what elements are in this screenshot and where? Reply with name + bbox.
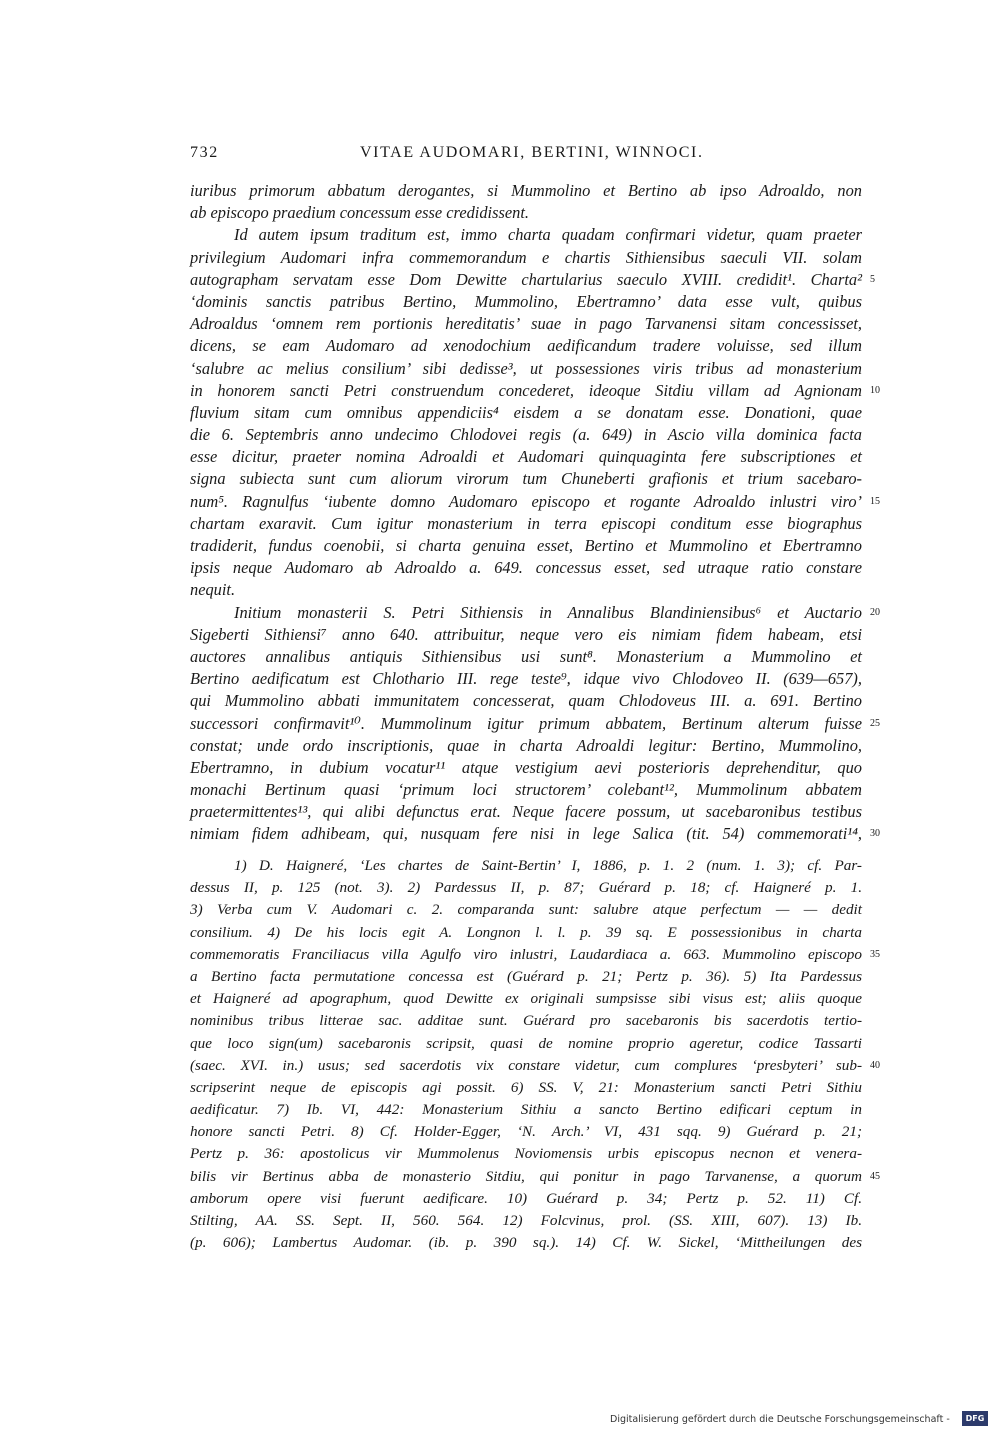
- line-text: chartam exaravit. Cum igitur monasterium in terra episcopi conditum esse biographus: [190, 513, 862, 533]
- text-line: [190, 402, 862, 424]
- text-line: [190, 180, 862, 202]
- line-text: 1) D. Haigneré, ‘Les chartes de Saint-Bertin’ I, 1886, p. 1. 2 (num. 1. 3); cf. Par-: [234, 857, 862, 874]
- footnote-line: [190, 1033, 862, 1055]
- line-text: signa subiecta sunt cum aliorum virorum tum Chuneberti grafionis et trium sacebaro-: [190, 469, 862, 489]
- line-text: ab episcopo praedium concessum esse credidissent.: [190, 203, 529, 223]
- text-line: [190, 801, 862, 823]
- text-line: [190, 823, 880, 845]
- line-text: praetermittentes¹³, qui alibi defunctus erat. Neque facere possum, ut sacebaronibus testibus: [190, 802, 862, 822]
- running-title: VITAE AUDOMARI, BERTINI, WINNOCI.: [360, 144, 704, 161]
- line-text: Id autem ipsum traditum est, immo charta quadam confirmari videtur, quam praeter: [234, 225, 862, 245]
- footnote-line: [190, 855, 862, 877]
- text-line: [190, 513, 862, 535]
- line-text: Adroaldus ‘omnem rem portionis hereditatis’ suae in pago Tarvanensi sitam concessisset,: [190, 314, 862, 334]
- line-number: 25: [870, 717, 880, 729]
- line-text: et Haigneré ad apographum, quod Dewitte ex originali sumpsisse sibi visus est; aliis quoque: [190, 990, 862, 1008]
- footnote-line: [190, 1143, 862, 1165]
- text-line: [190, 224, 862, 246]
- line-text: a Bertino facta permutatione concessa est (Guérard p. 21; Pertz p. 36). 5) Ita Pardessus: [190, 967, 862, 985]
- line-text: Pertz p. 36: apostolicus vir Mummolenus Noviomensis urbis episcopus necnon et venera-: [190, 1145, 862, 1163]
- footnotes: [190, 855, 880, 1254]
- footnote-line: [190, 922, 862, 944]
- text-line: [190, 624, 862, 646]
- text-line: [190, 535, 862, 557]
- line-text: esse dicitur, praeter nomina Adroaldi et Audomari quinquaginta fere subscriptiones et: [190, 447, 862, 467]
- text-line: [190, 468, 862, 490]
- line-text: nominibus tribus litterae sac. additae sunt. Guérard pro sacebaronis bis sacerdotis tertio-: [190, 1012, 862, 1030]
- footnote-line: [190, 988, 862, 1010]
- line-text: constat; unde ordo inscriptionis, quae in charta Adroaldi legitur: Bertino, Mummolino,: [190, 735, 862, 755]
- text-line: [190, 602, 880, 624]
- line-text: Ebertramno, in dubium vocatur¹¹ atque vestigium aevi posterioris deprehenditur, quo: [190, 757, 862, 777]
- main-text: [190, 180, 880, 846]
- text-line: [190, 735, 862, 757]
- footnote-line: [190, 1099, 862, 1121]
- line-text: dicens, se eam Audomaro ad xenodochium aedificandum tradere voluisse, sed illum: [190, 336, 862, 356]
- text-line: [190, 557, 862, 579]
- line-text: ipsis neque Audomaro ab Adroaldo a. 649. concessus esset, sed utraque ratio constare: [190, 558, 862, 578]
- text-line: [190, 646, 862, 668]
- text-line: [190, 247, 862, 269]
- line-number: 20: [870, 606, 880, 618]
- line-text: Initium monasterii S. Petri Sithiensis in Annalibus Blandiniensibus⁶ et Auctario: [234, 602, 862, 622]
- text-line: [190, 757, 862, 779]
- line-text: nimiam fidem adhibeam, qui, nusquam fere nisi in lege Salica (tit. 54) commemorati¹⁴,: [190, 824, 862, 844]
- text-line: [190, 358, 862, 380]
- text-line: [190, 291, 862, 313]
- line-text: amborum opere visi fuerunt aedificare. 10) Guérard p. 34; Pertz p. 52. 11) Cf.: [190, 1189, 862, 1207]
- footnote-line: [190, 1188, 862, 1210]
- footnote-line: [190, 899, 862, 921]
- text-line: [190, 690, 862, 712]
- line-text: Bertino aedificatum est Chlothario III. rege teste⁹, idque vivo Chlodoveo II. (639—657),: [190, 669, 862, 689]
- line-text: die 6. Septembris anno undecimo Chlodovei regis (a. 649) in Ascio villa dominica facta: [190, 425, 862, 445]
- text-line: [190, 424, 862, 446]
- line-text: 3) Verba cum V. Audomari c. 2. comparanda sunt: salubre atque perfectum — — dedit: [190, 901, 862, 919]
- text-line: [190, 446, 862, 468]
- line-text: dessus II, p. 125 (not. 3). 2) Pardessus II, p. 87; Guérard p. 18; cf. Haigneré p. 1.: [190, 879, 862, 897]
- line-text: tradiderit, fundus coenobii, si charta genuina esset, Bertino et Mummolino et Ebertramno: [190, 536, 862, 555]
- funding-footer: Digitalisierung gefördert durch die Deutsche Forschungsgemeinschaft -: [610, 1414, 950, 1425]
- line-text: honore sancti Petri. 8) Cf. Holder-Egger, ‘N. Arch.’ VI, 431 sqq. 9) Guérard p. 21;: [190, 1123, 862, 1141]
- line-number: 10: [870, 384, 880, 396]
- text-line: [190, 779, 862, 801]
- text-line: [190, 202, 862, 224]
- line-number: 30: [870, 828, 880, 840]
- footnote-line: [190, 1077, 862, 1099]
- line-text: successori confirmavit¹⁰. Mummolinum igitur primum abbatem, Bertinum alterum fuisse: [190, 713, 862, 733]
- text-line: [190, 579, 862, 601]
- line-text: auctores annalibus antiquis Sithiensibus usi sunt⁸. Monasterium a Mummolino et: [190, 646, 862, 666]
- line-number: 40: [870, 1059, 880, 1071]
- line-text: autographam servatam esse Dom Dewitte chartularius saeculo XVIII. credidit¹. Charta²: [190, 269, 862, 289]
- text-line: [190, 313, 862, 335]
- footnote-line: [190, 1010, 862, 1032]
- footnote-line: [190, 1055, 880, 1077]
- page-number: 732: [190, 144, 219, 161]
- line-number: 15: [870, 495, 880, 507]
- text-line: [190, 491, 880, 513]
- dfg-logo: DFG: [962, 1411, 988, 1426]
- footnote-line: [190, 944, 880, 966]
- line-text: scripserint neque de episcopis agi possit. 6) SS. V, 21: Monasterium sancti Petri Sithiu: [190, 1078, 862, 1096]
- line-number: 45: [870, 1170, 880, 1182]
- line-text: monachi Bertinum quasi ‘primum loci structorem’ colebant¹², Mummolinum abbatem: [190, 780, 862, 800]
- footnote-line: [190, 966, 862, 988]
- footnote-line: [190, 1232, 862, 1254]
- text-line: [190, 335, 862, 357]
- text-line: [190, 713, 880, 735]
- line-text: bilis vir Bertinus abba de monasterio Sitdiu, qui ponitur in pago Tarvanense, a quorum: [190, 1167, 862, 1185]
- line-text: consilium. 4) De his locis egit A. Longnon l. l. p. 39 sq. E possessionibus in charta: [190, 923, 862, 941]
- footnote-line: [190, 1210, 862, 1232]
- line-text: aedificatur. 7) Ib. VI, 442: Monasterium Sithiu a sancto Bertino edificari ceptum in: [190, 1101, 862, 1119]
- line-text: num⁵. Ragnulfus ‘iubente domno Audomaro episcopo et rogante Adroaldo inlustri viro’: [190, 491, 862, 511]
- line-number: 5: [870, 273, 875, 285]
- line-text: que loco sign(um) sacebaronis scripsit, quasi de nomine proprio ageretur, codice Tassarti: [190, 1034, 862, 1052]
- footnote-line: [190, 1166, 880, 1188]
- line-number: 35: [870, 948, 880, 960]
- text-line: [190, 668, 862, 690]
- text-line: [190, 269, 875, 291]
- line-text: (p. 606); Lambertus Audomar. (ib. p. 390 sq.). 14) Cf. W. Sickel, ‘Mittheilungen des: [190, 1234, 862, 1252]
- line-text: Stilting, AA. SS. Sept. II, 560. 564. 12) Folcvinus, prol. (SS. XIII, 607). 13) Ib.: [190, 1212, 862, 1229]
- line-text: ‘salubre ac melius consilium’ sibi dedisse³, ut possessiones viris tribus ad monasterium: [190, 358, 862, 378]
- line-text: nequit.: [190, 580, 236, 600]
- line-text: in honorem sancti Petri construendum concederet, ideoque Sitdiu villam ad Agnionam: [190, 380, 862, 400]
- line-text: qui Mummolino abbati immunitatem concesserat, quam Chlodoveus III. a. 691. Bertino: [190, 691, 862, 711]
- text-line: [190, 380, 880, 402]
- line-text: Sigeberti Sithiensi⁷ anno 640. attribuitur, neque vero eis nimiam fidem habeam, etsi: [190, 624, 862, 644]
- line-text: commemoratis Franciliacus villa Agulfo viro inlustri, Laudardiaca a. 663. Mummolino episcopo: [190, 945, 862, 963]
- footnote-line: [190, 877, 862, 899]
- line-text: iuribus primorum abbatum derogantes, si Mummolino et Bertino ab ipso Adroaldo, non: [190, 181, 862, 200]
- footnote-line: [190, 1121, 862, 1143]
- line-text: privilegium Audomari infra commemorandum e chartis Sithiensibus saeculi VII. solam: [190, 247, 862, 267]
- line-text: (saec. XVI. in.) usus; sed sacerdotis vix constare videtur, cum complures ‘presbyteri’ sub-: [190, 1056, 862, 1074]
- line-text: ‘dominis sanctis patribus Bertino, Mummolino, Ebertramno’ data esse vult, quibus: [190, 291, 862, 311]
- line-text: fluvium sitam cum omnibus appendiciis⁴ eisdem a se donatam esse. Donationi, quae: [190, 402, 862, 422]
